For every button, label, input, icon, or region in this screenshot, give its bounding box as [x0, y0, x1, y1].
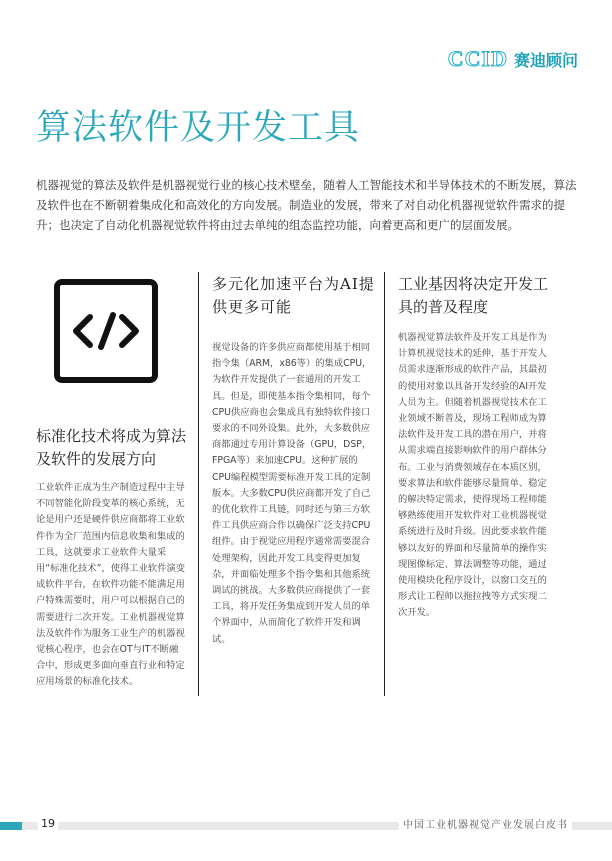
- column-divider-1: [198, 272, 199, 696]
- column1-heading: 标准化技术将成为算法及软件的发展方向: [36, 427, 187, 468]
- column3-heading: 工业基因将决定开发工具的普及程度: [398, 275, 549, 316]
- column2-heading: 多元化加速平台为AI提供更多可能: [212, 275, 375, 316]
- column2-body: 视觉设备的许多供应商都使用基于相同指令集（ARM，x86等）的集成CPU，为软件开发提供了一套通用的开发工具。但是，即使基本指令集相同，每个CPU供应商也会集成具有独特软件接口要求的不同外设集。此外，大多数供应商都通过专用计算设备（GPU，DSP，FPGA等）来加速CPU。这种扩展的CPU编程模型需要标准开发工具的定制版本。大多数CPU供应商都开发了自己的优化软件工具链，同时还与第三方软件工具供应商合作以确保广泛支持CPU组件。由于视觉应用程序通常需要混合处理架构，因此开发工具变得更加复杂，并面临处理多个指令集和其他系统调试的挑战。大多数供应商提供了一套工具，将开发任务集成到开发人员的单个界面中，从而简化了软件开发和调试。: [212, 342, 372, 645]
- page-number: 19: [38, 817, 58, 830]
- code-brackets-icon: [54, 279, 158, 383]
- brand-logo: [448, 46, 578, 72]
- intro-paragraph: 机器视觉的算法及软件是机器视觉行业的核心技术壁垒，随着人工智能技术和半导体技术的不断发展，算法及软件也在不断朝着集成化和高效化的方向发展。制造业的发展，带来了对自动化机器视觉软件需求的提升；也决定了自动化机器视觉软件将由过去单纯的组态监控功能，向着更高和更广的层面发展。: [36, 178, 577, 232]
- column-divider-2: [384, 272, 385, 696]
- footer-title: 中国工业机器视觉产业发展白皮书: [399, 816, 572, 831]
- column3-body: 机器视觉算法软件及开发工具是作为计算机视觉技术的延伸，基于开发人员需求逐渐形成的软件产品，其最初的使用对象以具备开发经验的AI开发人员为主。但随着机器视觉技术在工业领域不断普及，现场工程师成为算法软件及开发工具的潜在用户，并将从需求端直接影响软件的用户群体分布。工业与消费领域存在本质区别，要求算法和软件能够尽量简单、稳定的解决特定需求，使得现场工程师能够熟练使用开发软件对工业机器视觉系统进行及时升级。因此要求软件能够以友好的界面和尽量简单的操作实现图像标定、算法调整等功能，通过使用模块化程序设计，以窗口交互的形式让工程师以拖拉拽等方式实现二次开发。: [398, 332, 547, 619]
- logo-mark: CCID: [447, 46, 508, 71]
- column1-body: 工业软件正成为生产制造过程中主导不同智能化阶段变革的核心系统，无论是用户还是硬件供应商都将工业软件作为全厂范围内信息收集和集成的工具，这就要求工业软件大量采用“标准化技术”，使得工业软件演变成软件平台，在软件功能不能满足用户特殊需要时，用户可以根据自己的需要进行二次开发。工业机器视觉算法及软件作为服务工业生产的机器视觉核心程序，也会在OT与IT不断融合中，形成更多面向垂直行业和特定应用场景的标准化技术。: [36, 482, 186, 688]
- logo-text: 赛迪顾问: [513, 50, 578, 70]
- page-title: 算法软件及开发工具: [36, 108, 361, 148]
- footer-accent: [0, 822, 22, 830]
